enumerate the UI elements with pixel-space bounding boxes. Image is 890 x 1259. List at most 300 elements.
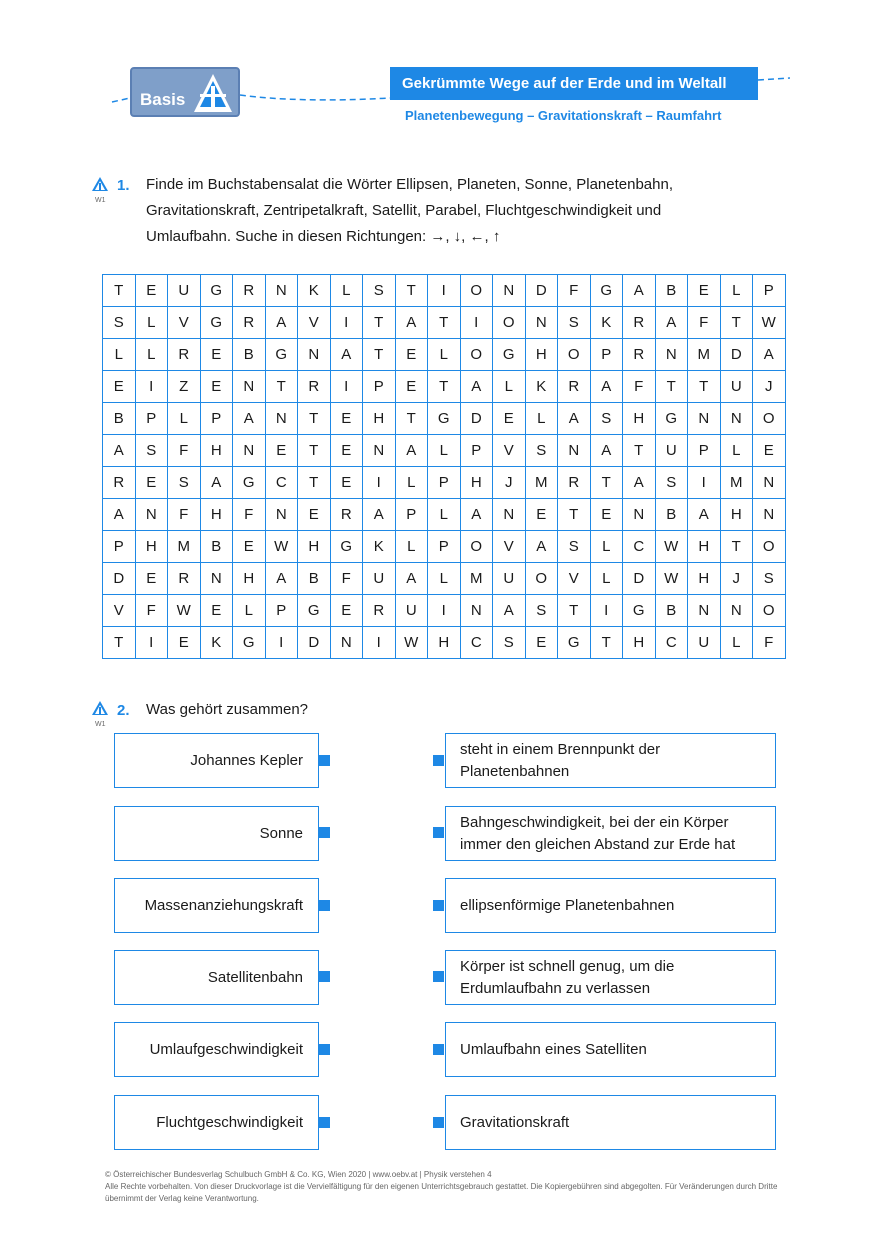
grid-cell[interactable]: F xyxy=(168,499,201,531)
grid-cell[interactable]: A xyxy=(558,403,591,435)
grid-cell[interactable]: T xyxy=(558,595,591,627)
grid-cell[interactable]: L xyxy=(428,563,461,595)
grid-cell[interactable]: A xyxy=(103,499,136,531)
grid-cell[interactable]: V xyxy=(558,563,591,595)
right-connector-point[interactable] xyxy=(433,1044,444,1055)
left-connector-point[interactable] xyxy=(319,971,330,982)
grid-cell[interactable]: D xyxy=(298,627,331,659)
grid-cell[interactable]: T xyxy=(298,435,331,467)
grid-cell[interactable]: A xyxy=(265,307,298,339)
grid-cell[interactable]: N xyxy=(558,435,591,467)
right-connector-point[interactable] xyxy=(433,755,444,766)
grid-cell[interactable]: A xyxy=(623,275,656,307)
grid-cell[interactable]: H xyxy=(720,499,753,531)
grid-cell[interactable]: L xyxy=(590,563,623,595)
match-right-box[interactable] xyxy=(445,1022,776,1077)
grid-cell[interactable]: N xyxy=(200,563,233,595)
grid-cell[interactable]: I xyxy=(590,595,623,627)
grid-cell[interactable]: O xyxy=(460,339,493,371)
grid-cell[interactable]: W xyxy=(168,595,201,627)
grid-cell[interactable]: V xyxy=(493,435,526,467)
grid-cell[interactable]: C xyxy=(623,531,656,563)
grid-cell[interactable]: N xyxy=(720,403,753,435)
match-left-box[interactable] xyxy=(114,1022,319,1077)
grid-cell[interactable]: R xyxy=(298,371,331,403)
grid-cell[interactable]: B xyxy=(103,403,136,435)
grid-cell[interactable]: E xyxy=(200,595,233,627)
grid-cell[interactable]: A xyxy=(590,371,623,403)
grid-cell[interactable]: E xyxy=(395,339,428,371)
grid-cell[interactable]: E xyxy=(135,563,168,595)
grid-cell[interactable]: H xyxy=(623,403,656,435)
grid-cell[interactable]: M xyxy=(720,467,753,499)
grid-cell[interactable]: H xyxy=(200,499,233,531)
grid-cell[interactable]: P xyxy=(590,339,623,371)
grid-cell[interactable]: N xyxy=(265,403,298,435)
grid-cell[interactable]: S xyxy=(525,595,558,627)
match-left-box[interactable] xyxy=(114,1095,319,1150)
grid-cell[interactable]: B xyxy=(655,595,688,627)
grid-cell[interactable]: C xyxy=(460,627,493,659)
grid-cell[interactable]: R xyxy=(558,467,591,499)
grid-cell[interactable]: L xyxy=(525,403,558,435)
left-connector-point[interactable] xyxy=(319,1117,330,1128)
grid-cell[interactable]: A xyxy=(363,499,396,531)
grid-cell[interactable]: L xyxy=(135,307,168,339)
grid-cell[interactable]: B xyxy=(655,499,688,531)
grid-cell[interactable]: R xyxy=(363,595,396,627)
match-left-label: Satellitenbahn xyxy=(207,968,303,986)
grid-cell[interactable]: G xyxy=(655,403,688,435)
grid-cell[interactable]: O xyxy=(753,595,786,627)
grid-cell[interactable]: O xyxy=(753,531,786,563)
grid-cell[interactable]: I xyxy=(363,467,396,499)
grid-cell[interactable]: O xyxy=(558,339,591,371)
grid-cell[interactable]: C xyxy=(265,467,298,499)
grid-cell[interactable]: P xyxy=(428,467,461,499)
grid-cell[interactable]: J xyxy=(753,371,786,403)
grid-cell[interactable]: F xyxy=(753,627,786,659)
grid-cell[interactable]: A xyxy=(590,435,623,467)
grid-cell[interactable]: N xyxy=(233,435,266,467)
grid-cell[interactable]: L xyxy=(428,339,461,371)
grid-cell[interactable]: T xyxy=(298,467,331,499)
instruction-line: Umlaufbahn. Suche in diesen Richtungen: →, ↓, ←, ↑ xyxy=(146,228,501,245)
grid-cell[interactable]: H xyxy=(233,563,266,595)
grid-cell[interactable]: O xyxy=(460,531,493,563)
grid-cell[interactable]: U xyxy=(720,371,753,403)
grid-cell[interactable]: R xyxy=(233,307,266,339)
right-connector-point[interactable] xyxy=(433,1117,444,1128)
right-connector-point[interactable] xyxy=(433,900,444,911)
grid-cell[interactable]: I xyxy=(330,371,363,403)
grid-cell[interactable]: G xyxy=(200,275,233,307)
grid-cell[interactable]: F xyxy=(330,563,363,595)
grid-cell[interactable]: I xyxy=(460,307,493,339)
grid-cell[interactable]: N xyxy=(623,499,656,531)
grid-cell[interactable]: A xyxy=(493,595,526,627)
match-left-box[interactable] xyxy=(114,950,319,1005)
grid-cell[interactable]: A xyxy=(200,467,233,499)
grid-cell[interactable]: N xyxy=(265,499,298,531)
grid-cell[interactable]: T xyxy=(428,371,461,403)
grid-cell[interactable]: K xyxy=(590,307,623,339)
pyramid-icon xyxy=(192,72,234,114)
grid-cell[interactable]: G xyxy=(233,467,266,499)
grid-cell[interactable]: E xyxy=(330,467,363,499)
right-connector-point[interactable] xyxy=(433,971,444,982)
grid-cell[interactable]: P xyxy=(135,403,168,435)
grid-cell[interactable]: G xyxy=(493,339,526,371)
grid-cell[interactable]: L xyxy=(428,499,461,531)
grid-cell[interactable]: S xyxy=(103,307,136,339)
grid-cell[interactable]: H xyxy=(200,435,233,467)
grid-cell[interactable]: U xyxy=(168,275,201,307)
grid-cell[interactable]: S xyxy=(590,403,623,435)
grid-cell[interactable]: P xyxy=(428,531,461,563)
grid-cell[interactable]: E xyxy=(753,435,786,467)
grid-cell[interactable]: T xyxy=(103,275,136,307)
grid-cell[interactable]: U xyxy=(395,595,428,627)
left-connector-point[interactable] xyxy=(319,900,330,911)
grid-cell[interactable]: E xyxy=(493,403,526,435)
copyright-footer xyxy=(105,1169,785,1205)
grid-row xyxy=(103,467,786,499)
match-left-box[interactable] xyxy=(114,806,319,861)
grid-cell[interactable]: Z xyxy=(168,371,201,403)
grid-cell[interactable]: V xyxy=(103,595,136,627)
grid-cell[interactable]: J xyxy=(720,563,753,595)
grid-cell[interactable]: T xyxy=(655,371,688,403)
grid-cell[interactable]: I xyxy=(135,627,168,659)
grid-cell[interactable]: T xyxy=(558,499,591,531)
grid-cell[interactable]: L xyxy=(720,627,753,659)
grid-cell[interactable]: F xyxy=(623,371,656,403)
grid-cell[interactable]: T xyxy=(395,403,428,435)
match-right-box[interactable] xyxy=(445,806,776,861)
grid-cell[interactable]: R xyxy=(168,563,201,595)
grid-cell[interactable]: V xyxy=(168,307,201,339)
grid-cell[interactable]: G xyxy=(298,595,331,627)
grid-cell[interactable]: S xyxy=(525,435,558,467)
grid-cell[interactable]: G xyxy=(623,595,656,627)
grid-cell[interactable]: A xyxy=(525,531,558,563)
grid-row xyxy=(103,275,786,307)
grid-cell[interactable]: I xyxy=(428,595,461,627)
grid-cell[interactable]: L xyxy=(103,339,136,371)
grid-cell[interactable]: N xyxy=(135,499,168,531)
grid-cell[interactable]: E xyxy=(233,531,266,563)
grid-cell[interactable]: H xyxy=(363,403,396,435)
grid-cell[interactable]: N xyxy=(265,275,298,307)
grid-cell[interactable]: N xyxy=(363,435,396,467)
grid-cell[interactable]: H xyxy=(428,627,461,659)
grid-cell[interactable]: T xyxy=(395,275,428,307)
grid-cell[interactable]: W xyxy=(655,563,688,595)
grid-cell[interactable]: S xyxy=(168,467,201,499)
grid-cell[interactable]: R xyxy=(623,339,656,371)
grid-cell[interactable]: L xyxy=(168,403,201,435)
grid-cell[interactable]: T xyxy=(590,627,623,659)
grid-cell[interactable]: A xyxy=(655,307,688,339)
match-right-box[interactable] xyxy=(445,878,776,933)
grid-cell[interactable]: P xyxy=(688,435,721,467)
grid-cell[interactable]: W xyxy=(265,531,298,563)
grid-cell[interactable]: P xyxy=(753,275,786,307)
grid-cell[interactable]: E xyxy=(168,627,201,659)
match-right-box[interactable] xyxy=(445,1095,776,1150)
match-right-box[interactable] xyxy=(445,733,776,788)
grid-cell[interactable]: A xyxy=(395,307,428,339)
left-connector-point[interactable] xyxy=(319,827,330,838)
grid-cell[interactable]: T xyxy=(590,467,623,499)
grid-cell[interactable]: G xyxy=(265,339,298,371)
grid-cell[interactable]: S xyxy=(363,275,396,307)
grid-cell[interactable]: M xyxy=(168,531,201,563)
grid-cell[interactable]: T xyxy=(103,627,136,659)
grid-cell[interactable]: V xyxy=(493,531,526,563)
grid-cell[interactable]: H xyxy=(135,531,168,563)
grid-cell[interactable]: T xyxy=(720,531,753,563)
grid-cell[interactable]: S xyxy=(655,467,688,499)
grid-cell[interactable]: I xyxy=(265,627,298,659)
grid-cell[interactable]: E xyxy=(103,371,136,403)
grid-cell[interactable]: E xyxy=(525,499,558,531)
grid-cell[interactable]: A xyxy=(753,339,786,371)
grid-cell[interactable]: N xyxy=(460,595,493,627)
grid-cell[interactable]: N xyxy=(655,339,688,371)
grid-cell[interactable]: N xyxy=(688,403,721,435)
grid-cell[interactable]: E xyxy=(330,403,363,435)
grid-cell[interactable]: K xyxy=(200,627,233,659)
grid-cell[interactable]: R xyxy=(103,467,136,499)
grid-cell[interactable]: S xyxy=(753,563,786,595)
grid-cell[interactable]: U xyxy=(493,563,526,595)
worksheet-subtitle: Planetenbewegung – Gravitationskraft – Raumfahrt xyxy=(405,108,722,123)
grid-cell[interactable]: S xyxy=(558,531,591,563)
grid-cell[interactable]: I xyxy=(428,275,461,307)
grid-cell[interactable]: K xyxy=(525,371,558,403)
grid-cell[interactable]: P xyxy=(265,595,298,627)
grid-cell[interactable]: E xyxy=(135,467,168,499)
grid-cell[interactable]: B xyxy=(298,563,331,595)
grid-cell[interactable]: T xyxy=(363,307,396,339)
grid-cell[interactable]: U xyxy=(688,627,721,659)
match-left-box[interactable] xyxy=(114,733,319,788)
grid-cell[interactable]: N xyxy=(330,627,363,659)
grid-cell[interactable]: L xyxy=(720,275,753,307)
grid-cell[interactable]: W xyxy=(655,531,688,563)
grid-cell[interactable]: D xyxy=(623,563,656,595)
grid-cell[interactable]: C xyxy=(655,627,688,659)
grid-cell[interactable]: A xyxy=(460,499,493,531)
grid-row xyxy=(103,499,786,531)
grid-cell[interactable]: L xyxy=(590,531,623,563)
grid-cell[interactable]: F xyxy=(168,435,201,467)
task-level-icon xyxy=(91,176,109,192)
left-connector-point[interactable] xyxy=(319,1044,330,1055)
grid-cell[interactable]: G xyxy=(558,627,591,659)
grid-cell[interactable]: G xyxy=(330,531,363,563)
grid-cell[interactable]: E xyxy=(330,595,363,627)
grid-cell[interactable]: N xyxy=(233,371,266,403)
grid-cell[interactable]: P xyxy=(200,403,233,435)
grid-cell[interactable]: H xyxy=(688,531,721,563)
footer-line: Alle Rechte vorbehalten. Von dieser Druckvorlage ist die Vervielfältigung für den eigenen Unterrichtsgebrauch gestattet. Die Kopiergebühren sind abgegolten. Für Veränderungen durch Dritte übernimmt der Verlag keine Verantwortung. xyxy=(105,1182,778,1203)
match-right-label: Gravitationskraft xyxy=(460,1113,570,1131)
grid-cell[interactable]: G xyxy=(200,307,233,339)
task-number: 2. xyxy=(117,702,130,719)
match-left-label: Massenanziehungskraft xyxy=(144,896,303,914)
grid-cell[interactable]: T xyxy=(688,371,721,403)
grid-cell[interactable]: F xyxy=(688,307,721,339)
grid-cell[interactable]: J xyxy=(493,467,526,499)
grid-cell[interactable]: F xyxy=(135,595,168,627)
grid-cell[interactable]: O xyxy=(753,403,786,435)
grid-cell[interactable]: A xyxy=(623,467,656,499)
grid-cell[interactable]: L xyxy=(395,467,428,499)
grid-cell[interactable]: L xyxy=(330,275,363,307)
grid-cell[interactable]: U xyxy=(363,563,396,595)
logo-label: Basis xyxy=(140,90,186,109)
grid-cell[interactable]: T xyxy=(428,307,461,339)
grid-cell[interactable]: N xyxy=(493,275,526,307)
grid-cell[interactable]: L xyxy=(233,595,266,627)
grid-cell[interactable]: B xyxy=(233,339,266,371)
grid-cell[interactable]: B xyxy=(200,531,233,563)
grid-cell[interactable]: D xyxy=(103,563,136,595)
grid-cell[interactable]: G xyxy=(428,403,461,435)
grid-cell[interactable]: L xyxy=(428,435,461,467)
grid-cell[interactable]: M xyxy=(525,467,558,499)
grid-cell[interactable]: F xyxy=(558,275,591,307)
grid-cell[interactable]: V xyxy=(298,307,331,339)
grid-cell[interactable]: E xyxy=(395,371,428,403)
grid-cell[interactable]: E xyxy=(688,275,721,307)
grid-cell[interactable]: R xyxy=(168,339,201,371)
grid-cell[interactable]: L xyxy=(493,371,526,403)
grid-cell[interactable]: I xyxy=(135,371,168,403)
grid-cell[interactable]: E xyxy=(330,435,363,467)
grid-cell[interactable]: R xyxy=(558,371,591,403)
grid-cell[interactable]: E xyxy=(265,435,298,467)
grid-row xyxy=(103,435,786,467)
grid-cell[interactable]: I xyxy=(688,467,721,499)
grid-cell[interactable]: O xyxy=(525,563,558,595)
grid-cell[interactable]: G xyxy=(590,275,623,307)
grid-cell[interactable]: A xyxy=(330,339,363,371)
grid-cell[interactable]: T xyxy=(720,307,753,339)
grid-cell[interactable]: L xyxy=(395,531,428,563)
grid-cell[interactable]: A xyxy=(395,563,428,595)
grid-cell[interactable]: K xyxy=(298,275,331,307)
grid-cell[interactable]: I xyxy=(330,307,363,339)
grid-cell[interactable]: B xyxy=(655,275,688,307)
instruction-line: Finde im Buchstabensalat die Wörter Ellipsen, Planeten, Sonne, Planetenbahn, xyxy=(146,176,673,193)
grid-cell[interactable]: N xyxy=(298,339,331,371)
grid-cell[interactable]: H xyxy=(298,531,331,563)
grid-cell[interactable]: T xyxy=(298,403,331,435)
grid-cell[interactable]: S xyxy=(558,307,591,339)
grid-cell[interactable]: P xyxy=(103,531,136,563)
grid-cell[interactable]: T xyxy=(265,371,298,403)
grid-cell[interactable]: P xyxy=(363,371,396,403)
grid-cell[interactable]: E xyxy=(135,275,168,307)
grid-cell[interactable]: R xyxy=(623,307,656,339)
match-right-label: steht in einem Brennpunkt der Planetenbahnen xyxy=(460,740,661,780)
grid-cell[interactable]: P xyxy=(395,499,428,531)
match-right-label: Körper ist schnell genug, um die Erdumlaufbahn zu verlassen xyxy=(460,957,675,997)
match-left-label: Fluchtgeschwindigkeit xyxy=(156,1113,303,1131)
grid-cell[interactable]: L xyxy=(720,435,753,467)
match-right-label: Umlaufbahn eines Satelliten xyxy=(460,1040,647,1058)
grid-cell[interactable]: S xyxy=(135,435,168,467)
grid-cell[interactable]: W xyxy=(753,307,786,339)
grid-cell[interactable]: G xyxy=(233,627,266,659)
grid-cell[interactable]: N xyxy=(753,499,786,531)
grid-cell[interactable]: A xyxy=(688,499,721,531)
grid-cell[interactable]: H xyxy=(623,627,656,659)
task-level-icon xyxy=(91,700,109,716)
match-right-box[interactable] xyxy=(445,950,776,1005)
grid-cell[interactable]: E xyxy=(590,499,623,531)
grid-cell[interactable]: N xyxy=(753,467,786,499)
right-connector-point[interactable] xyxy=(433,827,444,838)
grid-cell[interactable]: A xyxy=(233,403,266,435)
task-number: 1. xyxy=(117,177,130,194)
grid-cell[interactable]: R xyxy=(233,275,266,307)
grid-cell[interactable]: D xyxy=(720,339,753,371)
grid-cell[interactable]: T xyxy=(623,435,656,467)
grid-cell[interactable]: H xyxy=(525,339,558,371)
grid-row xyxy=(103,563,786,595)
grid-cell[interactable]: P xyxy=(460,435,493,467)
grid-cell[interactable]: A xyxy=(460,371,493,403)
grid-cell[interactable]: S xyxy=(493,627,526,659)
grid-cell[interactable]: N xyxy=(525,307,558,339)
instruction-line: Gravitationskraft, Zentripetalkraft, Satellit, Parabel, Fluchtgeschwindigkeit und xyxy=(146,202,662,219)
grid-cell[interactable]: W xyxy=(395,627,428,659)
grid-cell[interactable]: H xyxy=(460,467,493,499)
match-left-box[interactable] xyxy=(114,878,319,933)
grid-cell[interactable]: H xyxy=(688,563,721,595)
grid-cell[interactable]: M xyxy=(688,339,721,371)
grid-cell[interactable]: T xyxy=(363,339,396,371)
grid-cell[interactable]: N xyxy=(688,595,721,627)
grid-cell[interactable]: E xyxy=(298,499,331,531)
grid-cell[interactable]: L xyxy=(135,339,168,371)
grid-cell[interactable]: U xyxy=(655,435,688,467)
grid-cell[interactable]: N xyxy=(720,595,753,627)
grid-cell[interactable]: K xyxy=(363,531,396,563)
grid-cell[interactable]: N xyxy=(493,499,526,531)
grid-cell[interactable]: D xyxy=(460,403,493,435)
grid-cell[interactable]: D xyxy=(525,275,558,307)
grid-cell[interactable]: A xyxy=(395,435,428,467)
grid-cell[interactable]: A xyxy=(265,563,298,595)
grid-cell[interactable]: F xyxy=(233,499,266,531)
grid-cell[interactable]: O xyxy=(493,307,526,339)
grid-cell[interactable]: E xyxy=(200,339,233,371)
grid-cell[interactable]: M xyxy=(460,563,493,595)
left-connector-point[interactable] xyxy=(319,755,330,766)
grid-cell[interactable]: I xyxy=(363,627,396,659)
grid-cell[interactable]: E xyxy=(525,627,558,659)
grid-cell[interactable]: A xyxy=(103,435,136,467)
grid-cell[interactable]: E xyxy=(200,371,233,403)
grid-cell[interactable]: R xyxy=(330,499,363,531)
grid-cell[interactable]: O xyxy=(460,275,493,307)
